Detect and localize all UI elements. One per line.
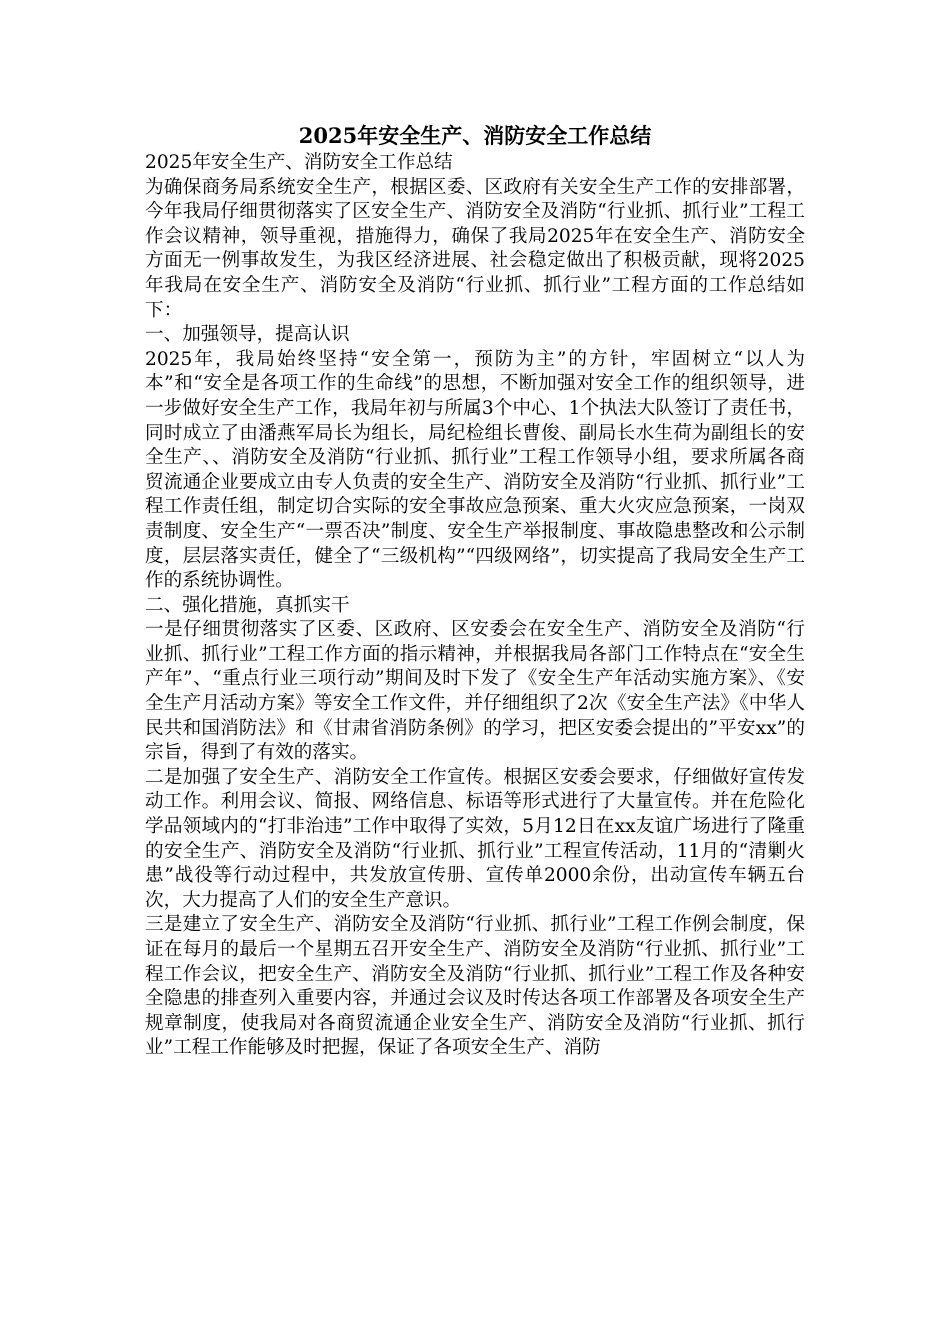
section-2-paragraph-2: 二是加强了安全生产、消防安全工作宣传。根据区安委会要求，仔细做好宣传发动工作。利用会议、简报、网络信息、标语等形式进行了大量宣传。并在危险化学品领域内的“打非治违”工作中取得了实效，5月12日在xx友谊广场进行了隆重的安全生产、消防安全及消防“行业抓、抓行业”工程宣传活动，11月的“清剿火患”战役等行动过程中，共发放宣传册、宣传单2000余份，出动宣传车辆五台次，大力提高了人们的安全生产意识。 xyxy=(145,766,805,911)
section-heading-2: 二、强化措施，真抓实干 xyxy=(145,594,350,616)
subtitle-paragraph: 2025年安全生产、消防安全工作总结 xyxy=(145,152,453,173)
intro-paragraph: 为确保商务局系统安全生产，根据区委、区政府有关安全生产工作的安排部署，今年我局仔细贯彻落实了区安全生产、消防安全及消防“行业抓、抓行业”工程工作会议精神，领导重视，措施得力，确保了我局2025年在安全生产、消防安全方面无一例事故发生，为我区经济进展、社会稳定做出了积极贡献，现将2025年我局在安全生产、消防安全及消防“行业抓、抓行业”工程方面的工作总结如下： xyxy=(145,176,805,321)
section-2-paragraph-1: 一是仔细贯彻落实了区委、区政府、区安委会在安全生产、消防安全及消防“行业抓、抓行业”工程工作方面的指示精神，并根据我局各部门工作特点在“安全生产年”、“重点行业三项行动”期间及时下发了《安全生产年活动实施方案》、《安全生产月活动方案》等安全工作文件，并仔细组织了2次《安全生产法》《中华人民共和国消防法》和《甘肃省消防条例》的学习，把区安委会提出的”平安xx”的宗旨，得到了有效的落实。 xyxy=(145,619,805,764)
section-1-paragraph: 2025年，我局始终坚持“安全第一，预防为主”的方针，牢固树立“以人为本”和“安全是各项工作的生命线”的思想，不断加强对安全工作的组织领导，进一步做好安全生产工作，我局年初与所属3个中心、1个执法大队签订了责任书，同时成立了由潘燕军局长为组长，局纪检组长曹俊、副局长水生荷为副组长的安全生产、、消防安全及消防“行业抓、抓行业”工程工作领导小组，要求所属各商贸流通企业要成立由专人负责的安全生产、消防安全及消防“行业抓、抓行业”工程工作责任组，制定切合实际的安全事故应急预案、重大火灾应急预案，一岗双责制度、安全生产“一票否决”制度、安全生产举报制度、事故隐患整改和公示制度，层层落实责任，健全了“三级机构”“四级网络”，切实提高了我局安全生产工作的系统协调性。 xyxy=(145,348,805,592)
section-heading-1: 一、加强领导，提高认识 xyxy=(145,324,350,346)
section-2-paragraph-3: 三是建立了安全生产、消防安全及消防“行业抓、抓行业”工程工作例会制度，保证在每月的最后一个星期五召开安全生产、消防安全及消防“行业抓、抓行业”工程工作会议，把安全生产、消防安全及消防“行业抓、抓行业”工程工作及各种安全隐患的排查列入重要内容，并通过会议及时传达各项工作部署及各项安全生产规章制度，使我局对各商贸流通企业安全生产、消防安全及消防“行业抓、抓行业”工程工作能够及时把握，保证了各项安全生产、消防 xyxy=(145,914,805,1059)
document-body xyxy=(145,151,805,1061)
document-title: 2025年安全生产、消防安全工作总结 xyxy=(298,123,652,148)
